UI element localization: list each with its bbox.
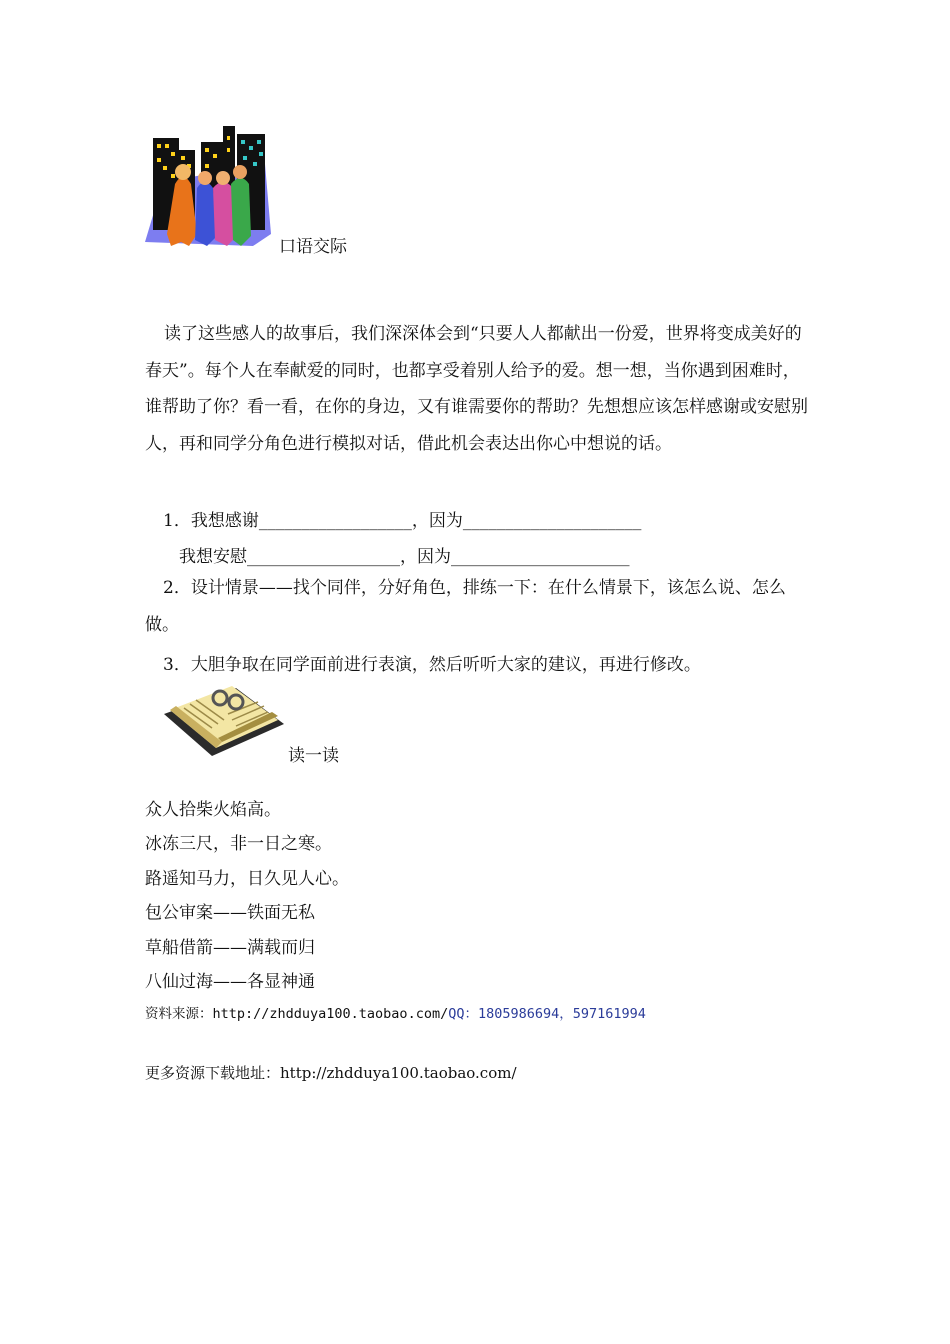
source-line	[145, 1002, 646, 1022]
city-people-icon	[143, 124, 275, 250]
task-3: 3．大胆争取在同学面前进行表演，然后听听大家的建议，再进行修改。	[163, 655, 701, 675]
source-label: 资料来源：http://zhdduya100.taobao.com/	[145, 1006, 449, 1022]
saying-2: 冰冻三尺，非一日之寒。	[145, 834, 332, 854]
intro-paragraph: 读了这些感人的故事后，我们深深体会到“只要人人都献出一份爱，世界将变成美好的春天”。每个人在奉献爱的同时，也都享受着别人给予的爱。想一想，当你遇到困难时，谁帮助了你？看一看，在你的身边，又有谁需要你的帮助？先想想应该怎样感谢或安慰别人，再和同学分角色进行模拟对话，借此机会表达出你心中想说的话。	[145, 324, 808, 454]
saying-6: 八仙过海——各显神通	[145, 972, 315, 992]
task-1-comfort: 我想安慰__________________，因为_____________________	[179, 547, 630, 567]
section-title-oral-communication: 口语交际	[279, 237, 347, 257]
saying-5: 草船借箭——满载而归	[145, 938, 315, 958]
task-1-thank: 1．我想感谢__________________，因为_____________________	[163, 511, 642, 531]
open-book-icon	[162, 680, 286, 756]
more-resources-link[interactable]: 更多资源下载地址：http://zhdduya100.taobao.com/	[145, 1064, 517, 1082]
section-title-read: 读一读	[288, 746, 339, 766]
source-qq: QQ：1805986694，597161994	[448, 1006, 646, 1022]
saying-3: 路遥知马力，日久见人心。	[145, 869, 349, 889]
task-2: 2．设计情景——找个同伴，分好角色，排练一下：在什么情景下，该怎么说、怎么做。	[145, 578, 786, 635]
saying-4: 包公审案——铁面无私	[145, 903, 315, 923]
saying-1: 众人拾柴火焰高。	[145, 800, 281, 820]
